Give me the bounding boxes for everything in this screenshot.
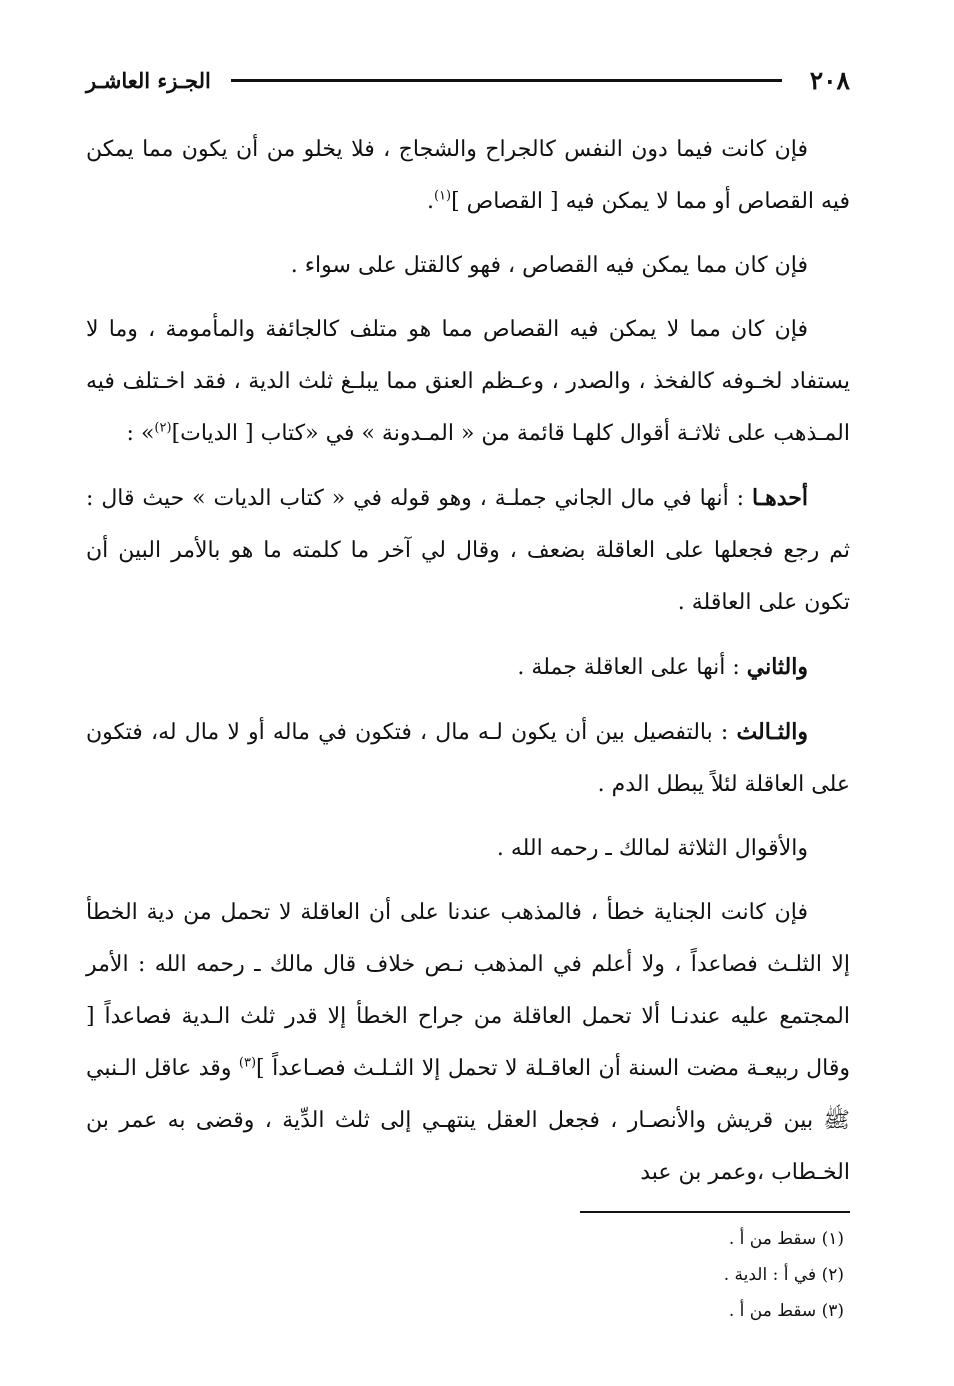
paragraph: أحدهـا : أنها في مال الجاني جملـة ، وهو قوله في « كتاب الديات » حيث قال : ثم رجع فجعلها على العاقلة بضعف ، وقال لي آخر ما كلمته ما هو بالأمر البين أن تكون على العاقلة . xyxy=(86,485,850,615)
body-text xyxy=(86,124,850,1199)
paragraph: فإن كانت فيما دون النفس كالجراح والشجاج ، فلا يخلو من أن يكون مما يمكن فيه القصاص أو مما لا يمكن فيه [ القصاص ]$^{(١)}$. xyxy=(86,137,850,214)
footnote-rule xyxy=(580,1211,850,1213)
footnote-ref: (١) xyxy=(433,188,452,204)
paragraph: والثـالث : بالتفصيل بين أن يكون لـه مال ، فتكون في ماله أو لا مال له، فتكون على العاقلة لئلاً يبطل الدم . xyxy=(86,719,850,797)
paragraph-lead: أحدهـا xyxy=(751,485,808,511)
footnote: (٢) في أ : الدية . xyxy=(723,1265,844,1285)
page-number: ٢٠٨ xyxy=(809,65,850,95)
paragraph: فإن كانت الجناية خطأ ، فالمذهب عندنا على أن العاقلة لا تحمل من دية الخطأ إلا الثلـث فصاعداً ، ولا أعلم في المذهب نـص خلاف قال مالك ـ رحمه الله : الأمر المجتمع عليه عندنـا ألا تحمل العاقلة من جراح الخطأ إلا قدر ثلث الـدية فصاعداً [ وقال ربيعـة مضت السنة أن العاقـلة لا تحمل إلا الثـلـث فصـاعداً ]$^{(٣)}$ وقد عاقل الـنبي ﷺ بين قريش والأنصـار ، فجعل العقل ينتهـي إلى ثلث الدِّية ، وقضى به عمر بن الخـطاب ،وعمر بن عبد xyxy=(86,900,850,1185)
footnote-ref: (٣) xyxy=(238,1055,257,1071)
footnotes xyxy=(86,1221,850,1329)
footnote: (٣) سقط من أ . xyxy=(728,1301,844,1321)
header-rule xyxy=(231,79,782,82)
running-title: الجـزء العاشـر xyxy=(86,67,211,93)
paragraph-lead: والثاني xyxy=(746,654,808,680)
footnote-ref: (٢) xyxy=(154,420,172,436)
paragraph: فإن كان مما لا يمكن فيه القصاص مما هو متلف كالجائفة والمأمومة ، وما لا يستفاد لخـوفه كالفخذ ، والصدر ، وعـظم العنق مما يبلـغ ثلث الدية ، فقد اخـتلف فيه المـذهب على ثلاثـة أقوال كلهـا قائمة من « المـدونة » في «كتاب [ الديات]$^{(٢)}$» : xyxy=(86,317,850,446)
page-header xyxy=(86,60,850,100)
paragraph: والأقوال الثلاثة لمالك ـ رحمه الله . xyxy=(496,836,808,861)
document-page xyxy=(86,60,850,1360)
paragraph: فإن كان مما يمكن فيه القصاص ، فهو كالقتل على سواء . xyxy=(290,253,808,278)
paragraph-lead: والثـالث xyxy=(736,719,808,745)
paragraph: والثاني : أنها على العاقلة جملة . xyxy=(517,654,808,680)
footnote: (١) سقط من أ . xyxy=(728,1229,844,1249)
